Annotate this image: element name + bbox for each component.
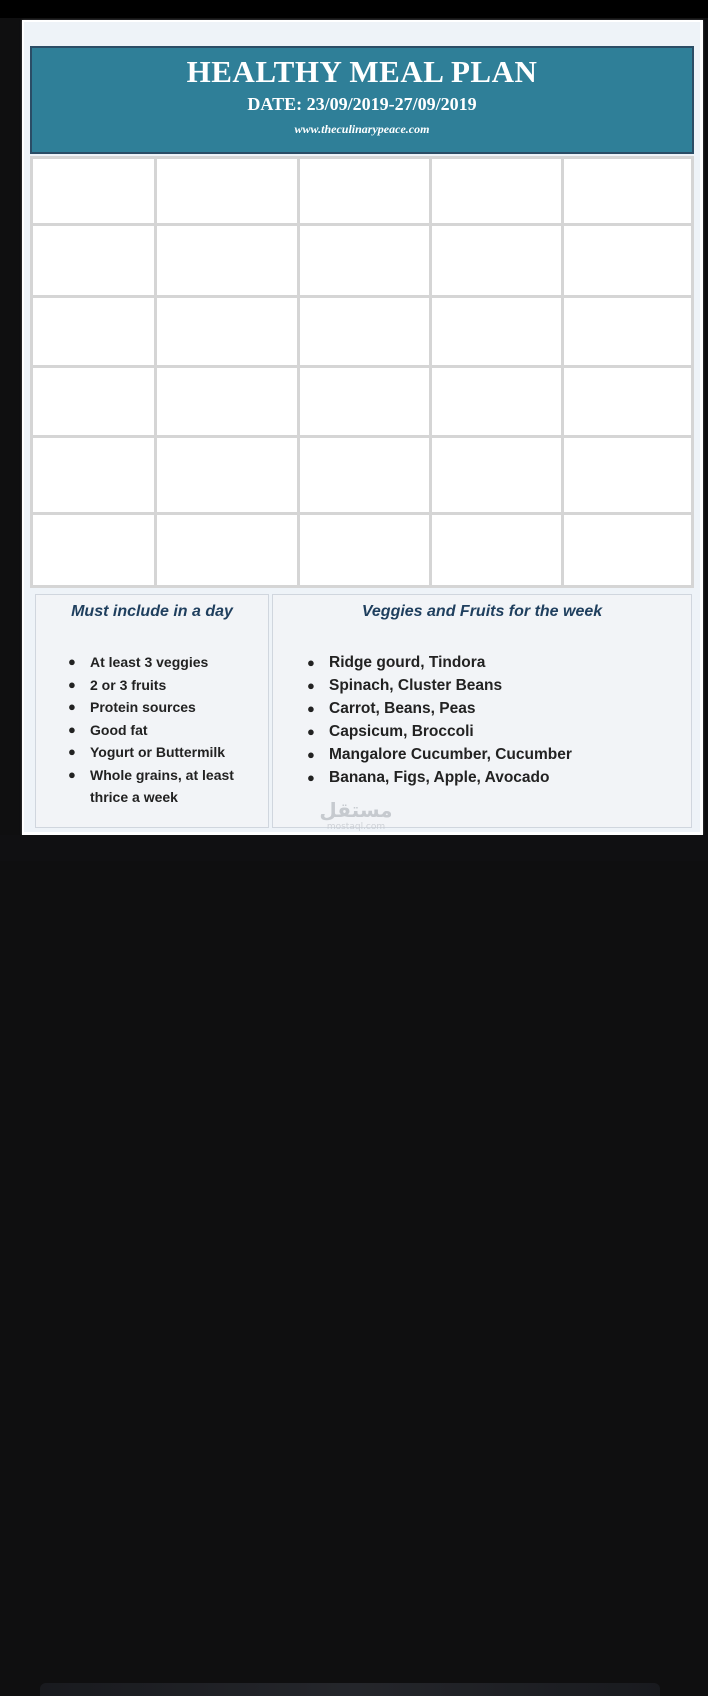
must-include-item (68, 674, 268, 697)
watermark-url: mostaql.com (326, 822, 386, 832)
must-include-item-text: Protein sources (90, 699, 196, 715)
must-include-item (68, 696, 268, 719)
column-header-breakfast (157, 159, 297, 223)
must-include-item-text: Whole grains, at least thrice a week (90, 766, 234, 805)
veggies-fruits-list (307, 651, 687, 789)
snacks-cell (432, 298, 561, 365)
blurred-footer-strip (40, 1683, 660, 1696)
top-bar (0, 0, 708, 18)
snacks-cell (432, 226, 561, 295)
day-cell (33, 438, 154, 512)
bullet-icon: ● (307, 701, 315, 716)
must-include-item-text: Yogurt or Buttermilk (90, 744, 226, 760)
breakfast-cell (157, 438, 297, 512)
bullet-icon: ● (68, 676, 76, 692)
veggie-fruit-item-text: Banana, Figs, Apple, Avocado (329, 769, 550, 786)
bullet-icon: ● (307, 678, 315, 693)
day-cell (33, 226, 154, 295)
column-header-lunch (300, 159, 429, 223)
breakfast-cell (157, 298, 297, 365)
lunch-cell (300, 368, 429, 435)
breakfast-cell (157, 515, 297, 585)
must-include-item-text: Good fat (90, 721, 148, 738)
lunch-cell (300, 515, 429, 585)
dinner-cell (564, 515, 691, 585)
must-include-list (68, 651, 268, 809)
snacks-cell (432, 368, 561, 435)
bullet-icon: ● (307, 747, 315, 762)
bullet-icon: ● (68, 699, 76, 714)
must-include-item (68, 764, 268, 809)
day-cell (33, 515, 154, 585)
snacks-cell (432, 515, 561, 585)
bullet-icon: ● (307, 724, 315, 739)
column-header-day (33, 159, 154, 223)
website-url: www.theculinarypeace.com (294, 122, 430, 136)
dinner-cell (564, 438, 691, 512)
veggie-fruit-item (307, 674, 687, 697)
day-cell (33, 368, 154, 435)
veggie-fruit-item-text: Spinach, Cluster Beans (329, 677, 503, 694)
veggie-fruit-item (307, 766, 687, 789)
lunch-cell (300, 438, 429, 512)
must-include-item-text: 2 or 3 fruits (90, 676, 167, 693)
veggies-fruits-title: Veggies and Fruits for the week (361, 603, 603, 620)
veggie-fruit-item-text: Capsicum, Broccoli (329, 723, 474, 740)
veggie-fruit-item-text: Mangalore Cucumber, Cucumber (329, 746, 572, 763)
breakfast-cell (157, 226, 297, 295)
veggie-fruit-item (307, 720, 687, 743)
bullet-icon: ● (68, 654, 76, 669)
veggie-fruit-item (307, 697, 687, 720)
must-include-item-text: At least 3 veggies (90, 654, 209, 670)
must-include-item (68, 651, 268, 674)
watermark-logo: مستقل (319, 798, 393, 822)
bullet-icon: ● (68, 766, 76, 782)
meal-table (30, 156, 694, 588)
bottom-bar (0, 835, 708, 861)
bullet-icon: ● (307, 655, 315, 670)
veggie-fruit-item (307, 651, 687, 674)
dinner-cell (564, 226, 691, 295)
column-header-dinner (564, 159, 691, 223)
veggie-fruit-item-text: Ridge gourd, Tindora (329, 654, 486, 671)
veggies-fruits-box (272, 594, 692, 828)
column-header-snacks (432, 159, 561, 223)
page-title: HEALTHY MEAL PLAN (186, 54, 538, 89)
dinner-cell (564, 298, 691, 365)
dinner-cell (564, 368, 691, 435)
must-include-title: Must include in a day (71, 603, 233, 620)
lunch-cell (300, 226, 429, 295)
bullet-icon: ● (307, 770, 315, 785)
veggie-fruit-item-text: Carrot, Beans, Peas (329, 700, 476, 717)
veggie-fruit-item (307, 743, 687, 766)
must-include-item (68, 741, 268, 764)
must-include-item (68, 719, 268, 742)
date-range: DATE: 23/09/2019-27/09/2019 (247, 94, 477, 114)
header-banner (30, 46, 694, 154)
lunch-cell (300, 298, 429, 365)
bullet-icon: ● (68, 744, 76, 759)
breakfast-cell (157, 368, 297, 435)
bullet-icon: ● (68, 721, 76, 737)
must-include-box (35, 594, 269, 828)
day-cell (33, 298, 154, 365)
snacks-cell (432, 438, 561, 512)
